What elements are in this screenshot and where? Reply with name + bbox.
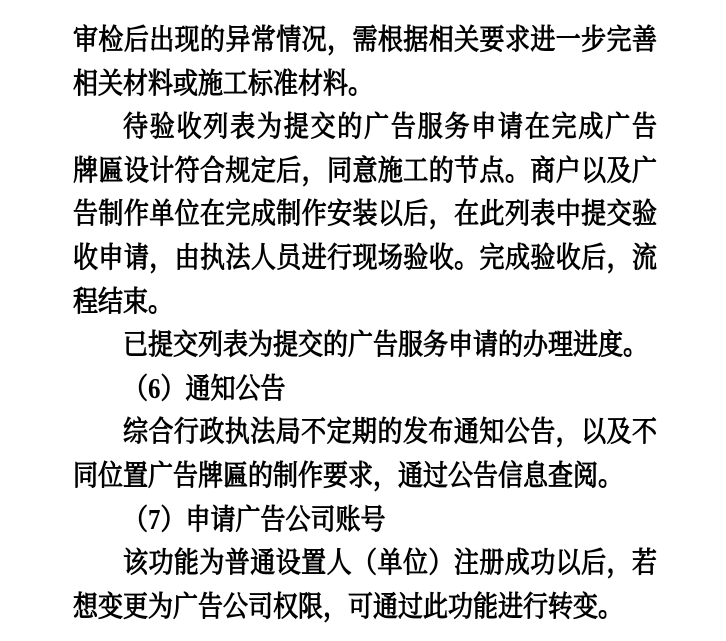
- text-line: 待验收列表为提交的广告服务申请在完成广告: [123, 112, 657, 144]
- text-line: （7）申请广告公司账号: [123, 504, 386, 536]
- text-line: 同位置广告牌匾的制作要求，通过公告信息查阅。: [73, 461, 624, 492]
- text-line: 牌匾设计符合规定后，同意施工的节点。商户以及广: [73, 155, 657, 187]
- text-line: 想变更为广告公司权限，可通过此功能进行转变。: [73, 591, 624, 623]
- text-line: 综合行政执法局不定期的发布通知公告，以及不: [123, 417, 657, 449]
- text-line: 已提交列表为提交的广告服务申请的办理进度。: [123, 330, 649, 362]
- text-line: 该功能为普通设置人（单位）注册成功以后，若: [123, 548, 657, 579]
- document-text: [73, 19, 657, 629]
- text-line: 收申请，由执法人员进行现场验收。完成验收后，流: [73, 243, 657, 274]
- text-line: 相关材料或施工标准材料。: [73, 68, 374, 100]
- text-line: （6）通知公告: [123, 373, 286, 405]
- text-line: 审检后出现的异常情况，需根据相关要求进一步完善: [73, 25, 657, 56]
- text-line: 程结束。: [73, 286, 174, 318]
- text-line: 告制作单位在完成制作安装以后，在此列表中提交验: [73, 199, 657, 231]
